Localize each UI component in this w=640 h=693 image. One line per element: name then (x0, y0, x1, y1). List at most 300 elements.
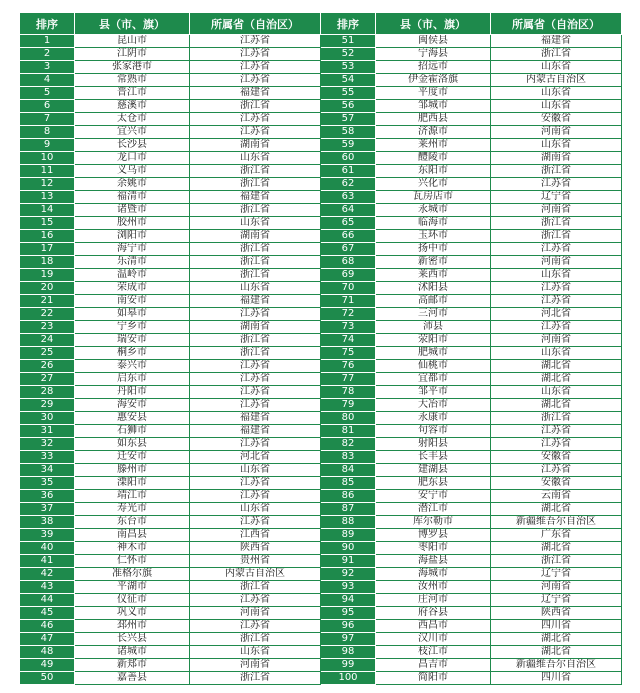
header-county-right: 县（市、旗） (376, 13, 491, 35)
cell-rank-left: 38 (20, 516, 75, 529)
cell-province-right: 安徽省 (491, 477, 622, 490)
cell-county-right: 瓦房店市 (376, 191, 491, 204)
cell-county-left: 惠安县 (75, 412, 190, 425)
cell-rank-left: 27 (20, 373, 75, 386)
cell-rank-left: 2 (20, 48, 75, 61)
cell-rank-right: 63 (321, 191, 376, 204)
cell-province-left: 江西省 (190, 529, 321, 542)
cell-province-right: 广东省 (491, 529, 622, 542)
cell-province-left: 江苏省 (190, 516, 321, 529)
cell-rank-left: 47 (20, 633, 75, 646)
table-row (20, 620, 622, 633)
cell-county-left: 石狮市 (75, 425, 190, 438)
cell-rank-right: 60 (321, 152, 376, 165)
cell-county-right: 博罗县 (376, 529, 491, 542)
cell-county-left: 巩义市 (75, 607, 190, 620)
cell-county-right: 庄河市 (376, 594, 491, 607)
cell-county-right: 沛县 (376, 321, 491, 334)
cell-rank-right: 66 (321, 230, 376, 243)
cell-county-right: 汉川市 (376, 633, 491, 646)
cell-rank-right: 52 (321, 48, 376, 61)
cell-rank-left: 24 (20, 334, 75, 347)
table-row (20, 269, 622, 282)
ranking-table-container (19, 12, 621, 685)
cell-province-left: 浙江省 (190, 347, 321, 360)
cell-province-right: 湖南省 (491, 152, 622, 165)
cell-county-right: 库尔勒市 (376, 516, 491, 529)
cell-province-right: 江苏省 (491, 282, 622, 295)
cell-county-left: 寿光市 (75, 503, 190, 516)
cell-province-left: 江苏省 (190, 620, 321, 633)
cell-province-left: 江苏省 (190, 113, 321, 126)
cell-county-right: 招远市 (376, 61, 491, 74)
cell-rank-right: 65 (321, 217, 376, 230)
cell-county-right: 荥阳市 (376, 334, 491, 347)
cell-rank-right: 80 (321, 412, 376, 425)
cell-province-right: 江苏省 (491, 243, 622, 256)
cell-province-left: 浙江省 (190, 581, 321, 594)
cell-county-right: 闽侯县 (376, 35, 491, 48)
cell-province-right: 四川省 (491, 620, 622, 633)
table-row (20, 438, 622, 451)
cell-province-left: 浙江省 (190, 178, 321, 191)
cell-rank-left: 13 (20, 191, 75, 204)
cell-county-right: 邹平市 (376, 386, 491, 399)
cell-rank-left: 8 (20, 126, 75, 139)
cell-province-right: 山东省 (491, 100, 622, 113)
cell-county-right: 府谷县 (376, 607, 491, 620)
cell-county-left: 如皋市 (75, 308, 190, 321)
cell-rank-left: 14 (20, 204, 75, 217)
table-row (20, 334, 622, 347)
table-row (20, 347, 622, 360)
cell-province-left: 江苏省 (190, 399, 321, 412)
cell-rank-left: 23 (20, 321, 75, 334)
cell-rank-left: 1 (20, 35, 75, 48)
cell-rank-right: 64 (321, 204, 376, 217)
cell-rank-right: 53 (321, 61, 376, 74)
cell-rank-left: 40 (20, 542, 75, 555)
cell-county-right: 兴化市 (376, 178, 491, 191)
cell-county-left: 桐乡市 (75, 347, 190, 360)
table-row (20, 503, 622, 516)
cell-county-right: 平度市 (376, 87, 491, 100)
cell-county-left: 仪征市 (75, 594, 190, 607)
cell-rank-left: 32 (20, 438, 75, 451)
cell-province-right: 江苏省 (491, 321, 622, 334)
cell-rank-right: 70 (321, 282, 376, 295)
cell-province-left: 浙江省 (190, 256, 321, 269)
cell-county-left: 胶州市 (75, 217, 190, 230)
table-row (20, 74, 622, 87)
cell-county-left: 丹阳市 (75, 386, 190, 399)
cell-rank-right: 93 (321, 581, 376, 594)
cell-province-right: 浙江省 (491, 217, 622, 230)
table-row (20, 581, 622, 594)
cell-county-right: 新密市 (376, 256, 491, 269)
cell-province-left: 内蒙古自治区 (190, 568, 321, 581)
header-province-left: 所属省（自治区） (190, 13, 321, 35)
cell-province-right: 浙江省 (491, 165, 622, 178)
cell-province-left: 江苏省 (190, 126, 321, 139)
cell-province-right: 江苏省 (491, 464, 622, 477)
cell-province-left: 贵州省 (190, 555, 321, 568)
cell-county-left: 浏阳市 (75, 230, 190, 243)
cell-province-right: 辽宁省 (491, 191, 622, 204)
table-row (20, 295, 622, 308)
cell-province-left: 浙江省 (190, 633, 321, 646)
cell-county-left: 邳州市 (75, 620, 190, 633)
cell-county-right: 三河市 (376, 308, 491, 321)
table-row (20, 282, 622, 295)
table-row (20, 113, 622, 126)
cell-province-left: 山东省 (190, 503, 321, 516)
cell-county-left: 宁乡市 (75, 321, 190, 334)
cell-rank-right: 82 (321, 438, 376, 451)
cell-rank-right: 55 (321, 87, 376, 100)
table-row (20, 672, 622, 685)
cell-rank-right: 84 (321, 464, 376, 477)
table-row (20, 48, 622, 61)
cell-province-left: 山东省 (190, 464, 321, 477)
cell-rank-right: 61 (321, 165, 376, 178)
table-row (20, 490, 622, 503)
cell-county-right: 海城市 (376, 568, 491, 581)
table-row (20, 607, 622, 620)
cell-rank-left: 44 (20, 594, 75, 607)
cell-county-right: 永城市 (376, 204, 491, 217)
cell-province-right: 山东省 (491, 61, 622, 74)
cell-rank-right: 86 (321, 490, 376, 503)
table-row (20, 321, 622, 334)
cell-rank-left: 7 (20, 113, 75, 126)
cell-province-right: 山东省 (491, 139, 622, 152)
cell-county-left: 乐清市 (75, 256, 190, 269)
cell-rank-right: 68 (321, 256, 376, 269)
cell-province-left: 陕西省 (190, 542, 321, 555)
cell-province-right: 江苏省 (491, 438, 622, 451)
cell-rank-right: 78 (321, 386, 376, 399)
cell-province-left: 河北省 (190, 451, 321, 464)
cell-province-left: 浙江省 (190, 672, 321, 685)
cell-rank-right: 88 (321, 516, 376, 529)
cell-province-left: 河南省 (190, 607, 321, 620)
cell-rank-left: 30 (20, 412, 75, 425)
cell-county-right: 永康市 (376, 412, 491, 425)
cell-province-right: 辽宁省 (491, 594, 622, 607)
cell-rank-right: 100 (321, 672, 376, 685)
cell-county-right: 肥东县 (376, 477, 491, 490)
cell-county-right: 海盐县 (376, 555, 491, 568)
cell-rank-right: 59 (321, 139, 376, 152)
cell-rank-left: 39 (20, 529, 75, 542)
cell-rank-left: 42 (20, 568, 75, 581)
cell-county-right: 高邮市 (376, 295, 491, 308)
cell-county-left: 温岭市 (75, 269, 190, 282)
cell-county-left: 慈溪市 (75, 100, 190, 113)
cell-county-right: 句容市 (376, 425, 491, 438)
cell-province-right: 湖北省 (491, 360, 622, 373)
cell-province-left: 山东省 (190, 217, 321, 230)
cell-province-left: 江苏省 (190, 490, 321, 503)
cell-rank-left: 37 (20, 503, 75, 516)
cell-rank-right: 71 (321, 295, 376, 308)
cell-province-left: 福建省 (190, 191, 321, 204)
cell-province-right: 福建省 (491, 35, 622, 48)
cell-rank-left: 31 (20, 425, 75, 438)
cell-county-left: 海宁市 (75, 243, 190, 256)
cell-county-right: 济源市 (376, 126, 491, 139)
cell-province-right: 安徽省 (491, 113, 622, 126)
cell-province-left: 江苏省 (190, 35, 321, 48)
cell-province-right: 河南省 (491, 334, 622, 347)
cell-rank-left: 36 (20, 490, 75, 503)
cell-rank-left: 34 (20, 464, 75, 477)
cell-province-left: 浙江省 (190, 100, 321, 113)
cell-province-left: 福建省 (190, 425, 321, 438)
table-row (20, 633, 622, 646)
cell-rank-left: 26 (20, 360, 75, 373)
cell-county-right: 莱州市 (376, 139, 491, 152)
table-row (20, 100, 622, 113)
cell-county-left: 长沙县 (75, 139, 190, 152)
cell-rank-right: 89 (321, 529, 376, 542)
table-row (20, 542, 622, 555)
cell-province-right: 江苏省 (491, 295, 622, 308)
cell-rank-left: 4 (20, 74, 75, 87)
cell-province-right: 山东省 (491, 87, 622, 100)
cell-county-right: 仙桃市 (376, 360, 491, 373)
cell-rank-left: 16 (20, 230, 75, 243)
cell-county-left: 常熟市 (75, 74, 190, 87)
cell-rank-left: 45 (20, 607, 75, 620)
cell-rank-left: 41 (20, 555, 75, 568)
cell-rank-right: 75 (321, 347, 376, 360)
table-row (20, 204, 622, 217)
cell-county-right: 临海市 (376, 217, 491, 230)
cell-county-right: 醴陵市 (376, 152, 491, 165)
cell-province-left: 湖南省 (190, 321, 321, 334)
cell-rank-left: 20 (20, 282, 75, 295)
header-province-right: 所属省（自治区） (491, 13, 622, 35)
cell-county-right: 肥城市 (376, 347, 491, 360)
table-row (20, 659, 622, 672)
cell-rank-left: 29 (20, 399, 75, 412)
cell-rank-right: 72 (321, 308, 376, 321)
table-row (20, 61, 622, 74)
cell-county-right: 长丰县 (376, 451, 491, 464)
cell-province-right: 河南省 (491, 204, 622, 217)
cell-rank-left: 33 (20, 451, 75, 464)
cell-province-right: 新疆维吾尔自治区 (491, 659, 622, 672)
table-row (20, 529, 622, 542)
table-row (20, 126, 622, 139)
table-row (20, 87, 622, 100)
cell-province-left: 江苏省 (190, 438, 321, 451)
cell-rank-right: 77 (321, 373, 376, 386)
cell-rank-right: 99 (321, 659, 376, 672)
cell-county-left: 福清市 (75, 191, 190, 204)
table-row (20, 386, 622, 399)
cell-rank-left: 5 (20, 87, 75, 100)
table-row (20, 217, 622, 230)
cell-province-right: 湖北省 (491, 542, 622, 555)
cell-province-left: 江苏省 (190, 74, 321, 87)
cell-rank-left: 18 (20, 256, 75, 269)
cell-rank-right: 91 (321, 555, 376, 568)
table-row (20, 646, 622, 659)
cell-rank-left: 19 (20, 269, 75, 282)
cell-province-right: 浙江省 (491, 555, 622, 568)
cell-rank-left: 50 (20, 672, 75, 685)
cell-county-left: 泰兴市 (75, 360, 190, 373)
table-row (20, 152, 622, 165)
cell-rank-right: 97 (321, 633, 376, 646)
cell-county-right: 简阳市 (376, 672, 491, 685)
cell-rank-right: 51 (321, 35, 376, 48)
cell-rank-left: 43 (20, 581, 75, 594)
cell-county-left: 溧阳市 (75, 477, 190, 490)
cell-county-left: 瑞安市 (75, 334, 190, 347)
cell-county-left: 宜兴市 (75, 126, 190, 139)
table-row (20, 516, 622, 529)
cell-county-left: 太仓市 (75, 113, 190, 126)
cell-county-left: 靖江市 (75, 490, 190, 503)
table-row (20, 555, 622, 568)
cell-rank-left: 25 (20, 347, 75, 360)
cell-province-right: 河南省 (491, 126, 622, 139)
cell-rank-left: 49 (20, 659, 75, 672)
header-rank-left: 排序 (20, 13, 75, 35)
cell-province-left: 江苏省 (190, 308, 321, 321)
cell-province-left: 江苏省 (190, 373, 321, 386)
cell-province-right: 浙江省 (491, 230, 622, 243)
cell-province-right: 湖北省 (491, 633, 622, 646)
cell-rank-right: 73 (321, 321, 376, 334)
cell-province-right: 江苏省 (491, 425, 622, 438)
cell-county-left: 余姚市 (75, 178, 190, 191)
cell-province-left: 江苏省 (190, 360, 321, 373)
cell-county-left: 如东县 (75, 438, 190, 451)
cell-province-left: 浙江省 (190, 269, 321, 282)
cell-county-right: 潜江市 (376, 503, 491, 516)
cell-province-left: 福建省 (190, 295, 321, 308)
cell-rank-right: 54 (321, 74, 376, 87)
cell-rank-right: 81 (321, 425, 376, 438)
cell-county-left: 晋江市 (75, 87, 190, 100)
table-row (20, 373, 622, 386)
cell-county-right: 东阳市 (376, 165, 491, 178)
table-row (20, 412, 622, 425)
cell-rank-right: 83 (321, 451, 376, 464)
cell-county-left: 嘉善县 (75, 672, 190, 685)
cell-county-left: 滕州市 (75, 464, 190, 477)
table-row (20, 464, 622, 477)
cell-county-left: 海安市 (75, 399, 190, 412)
cell-province-left: 浙江省 (190, 204, 321, 217)
cell-province-left: 湖南省 (190, 230, 321, 243)
table-row (20, 165, 622, 178)
cell-county-right: 宜都市 (376, 373, 491, 386)
cell-rank-right: 67 (321, 243, 376, 256)
cell-rank-right: 94 (321, 594, 376, 607)
cell-province-left: 浙江省 (190, 243, 321, 256)
cell-rank-left: 15 (20, 217, 75, 230)
cell-rank-right: 87 (321, 503, 376, 516)
table-row (20, 568, 622, 581)
cell-county-left: 神木市 (75, 542, 190, 555)
cell-rank-left: 3 (20, 61, 75, 74)
cell-rank-left: 35 (20, 477, 75, 490)
cell-county-left: 启东市 (75, 373, 190, 386)
table-row (20, 35, 622, 48)
cell-province-left: 浙江省 (190, 334, 321, 347)
cell-rank-left: 21 (20, 295, 75, 308)
cell-rank-right: 96 (321, 620, 376, 633)
cell-province-right: 湖北省 (491, 399, 622, 412)
cell-county-right: 玉环市 (376, 230, 491, 243)
cell-county-right: 射阳县 (376, 438, 491, 451)
cell-rank-left: 28 (20, 386, 75, 399)
cell-county-left: 诸城市 (75, 646, 190, 659)
cell-rank-left: 17 (20, 243, 75, 256)
cell-county-left: 张家港市 (75, 61, 190, 74)
table-row (20, 191, 622, 204)
cell-county-left: 诸暨市 (75, 204, 190, 217)
cell-rank-right: 95 (321, 607, 376, 620)
cell-province-left: 江苏省 (190, 477, 321, 490)
cell-county-left: 准格尔旗 (75, 568, 190, 581)
cell-county-right: 邹城市 (376, 100, 491, 113)
cell-province-right: 山东省 (491, 386, 622, 399)
cell-county-right: 西昌市 (376, 620, 491, 633)
cell-rank-right: 90 (321, 542, 376, 555)
cell-rank-right: 57 (321, 113, 376, 126)
cell-rank-left: 10 (20, 152, 75, 165)
county-ranking-table (19, 12, 622, 685)
cell-rank-right: 85 (321, 477, 376, 490)
cell-rank-right: 76 (321, 360, 376, 373)
cell-province-right: 湖北省 (491, 503, 622, 516)
cell-rank-right: 69 (321, 269, 376, 282)
cell-province-right: 湖北省 (491, 373, 622, 386)
table-row (20, 230, 622, 243)
cell-county-left: 龙口市 (75, 152, 190, 165)
cell-province-left: 江苏省 (190, 386, 321, 399)
cell-county-right: 汝州市 (376, 581, 491, 594)
table-row (20, 178, 622, 191)
cell-rank-left: 6 (20, 100, 75, 113)
cell-county-right: 宁海县 (376, 48, 491, 61)
cell-province-right: 河南省 (491, 581, 622, 594)
cell-province-right: 四川省 (491, 672, 622, 685)
cell-county-left: 迁安市 (75, 451, 190, 464)
cell-province-left: 河南省 (190, 659, 321, 672)
cell-county-right: 莱西市 (376, 269, 491, 282)
cell-county-right: 建湖县 (376, 464, 491, 477)
cell-province-left: 湖南省 (190, 139, 321, 152)
cell-province-left: 江苏省 (190, 61, 321, 74)
cell-province-left: 江苏省 (190, 48, 321, 61)
cell-province-left: 江苏省 (190, 594, 321, 607)
cell-rank-left: 48 (20, 646, 75, 659)
table-row (20, 451, 622, 464)
cell-rank-right: 79 (321, 399, 376, 412)
cell-county-right: 大冶市 (376, 399, 491, 412)
cell-province-right: 河南省 (491, 256, 622, 269)
cell-rank-left: 46 (20, 620, 75, 633)
cell-county-left: 东台市 (75, 516, 190, 529)
